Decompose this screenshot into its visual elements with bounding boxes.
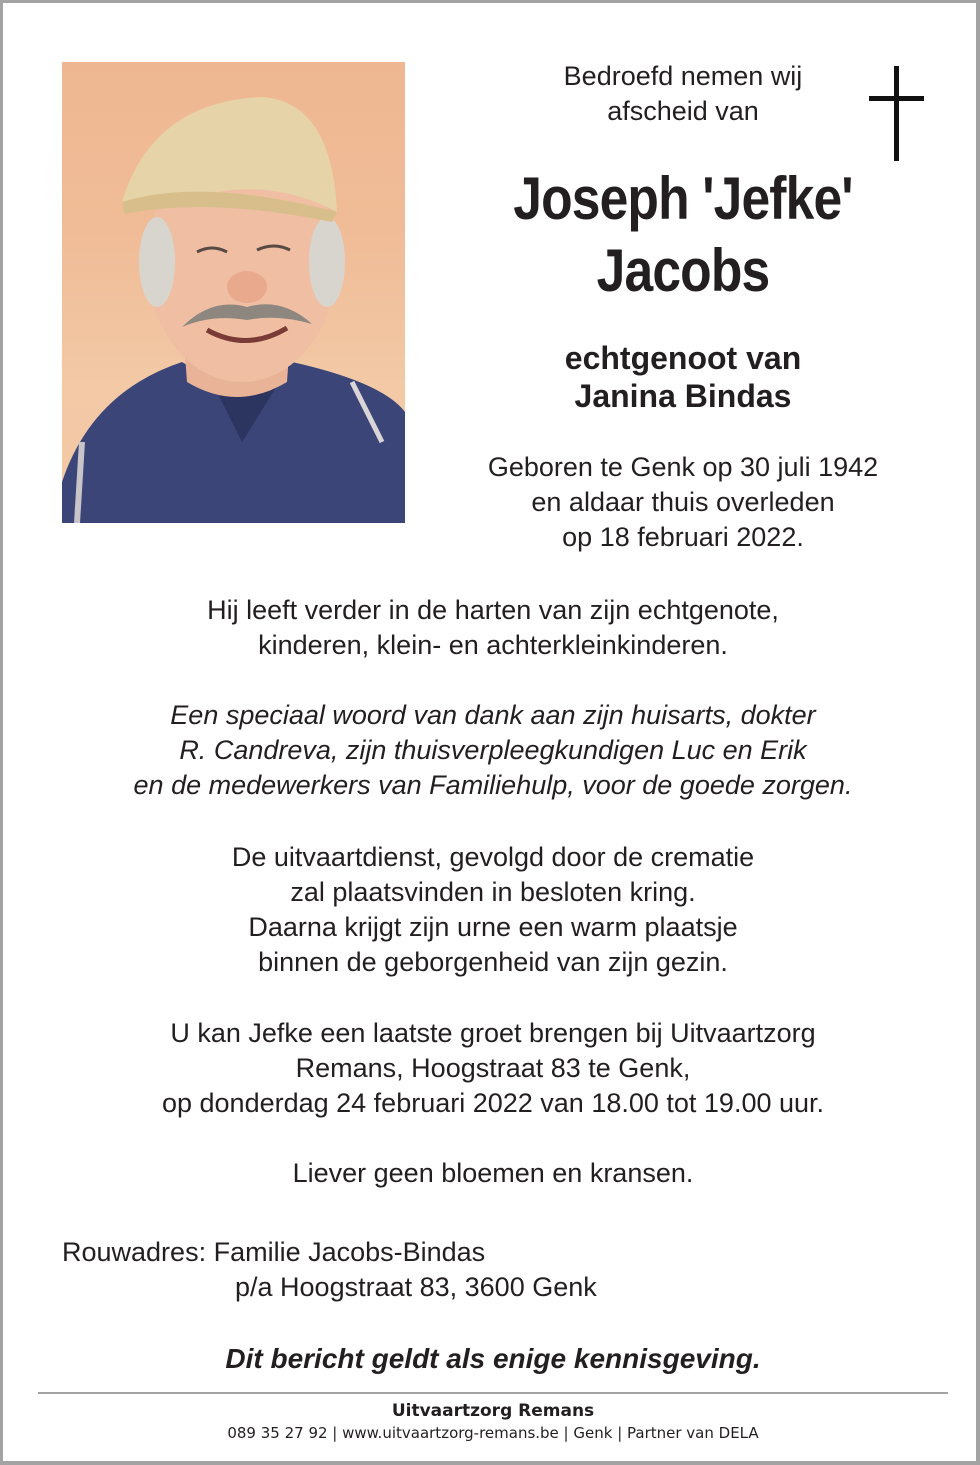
spouse-info [433, 339, 933, 415]
dates-line: op 18 februari 2022. [562, 522, 804, 552]
remembrance-paragraph [43, 593, 943, 663]
intro-text [433, 59, 933, 129]
paragraph-line: binnen de geborgenheid van zijn gezin. [258, 947, 728, 977]
intro-line: Bedroefd nemen wij [563, 61, 803, 91]
mourning-address-line: p/a Hoogstraat 83, 3600 Genk [235, 1272, 597, 1302]
flowers-note: Liever geen bloemen en kransen. [292, 1158, 694, 1188]
funeral-home-name: Uitvaartzorg Remans [391, 1401, 595, 1421]
intro-line: afscheid van [607, 96, 759, 126]
spouse-line: echtgenoot van [564, 340, 802, 376]
paragraph-line: op donderdag 24 februari 2022 van 18.00 tot 19.00 uur. [161, 1088, 825, 1118]
portrait-illustration [62, 62, 405, 523]
paragraph-line: Een speciaal woord van dank aan zijn huisarts, dokter [170, 700, 816, 730]
mourning-address [62, 1235, 597, 1305]
paragraph-line: en de medewerkers van Familiehulp, voor de goede zorgen. [133, 770, 853, 800]
paragraph-line: Remans, Hoogstraat 83 te Genk, [295, 1053, 691, 1083]
portrait-photo [62, 62, 405, 523]
paragraph-line: U kan Jefke een laatste groet brengen bij Uitvaartzorg [170, 1018, 816, 1048]
funeral-home-contact: 089 35 27 92 | www.uitvaartzorg-remans.be | Genk | Partner van DELA [227, 1424, 759, 1442]
footer-divider [38, 1392, 948, 1394]
paragraph-line: Daarna krijgt zijn urne een warm plaatsje [248, 912, 738, 942]
visitation-paragraph [43, 1016, 943, 1121]
spouse-line: Janina Bindas [574, 378, 792, 414]
paragraph-line: zal plaatsvinden in besloten kring. [290, 877, 696, 907]
deceased-name [468, 163, 898, 307]
name-line: Jacobs [596, 237, 770, 304]
thanks-paragraph [43, 698, 943, 803]
life-dates [433, 450, 933, 555]
dates-line: en aldaar thuis overleden [531, 487, 835, 517]
dates-line: Geboren te Genk op 30 juli 1942 [487, 452, 879, 482]
paragraph-line: Hij leeft verder in de harten van zijn echtgenote, [207, 595, 779, 625]
paragraph-line: De uitvaartdienst, gevolgd door de crematie [231, 842, 755, 872]
paragraph-line: kinderen, klein- en achterkleinkinderen. [258, 630, 728, 660]
mourning-address-label: Rouwadres: Familie Jacobs-Bindas [62, 1237, 486, 1267]
funeral-paragraph [43, 840, 943, 980]
name-line: Joseph 'Jefke' [513, 165, 853, 232]
paragraph-line: R. Candreva, zijn thuisverpleegkundigen Luc en Erik [179, 735, 807, 765]
official-notice: Dit bericht geldt als enige kennisgeving. [225, 1343, 761, 1374]
